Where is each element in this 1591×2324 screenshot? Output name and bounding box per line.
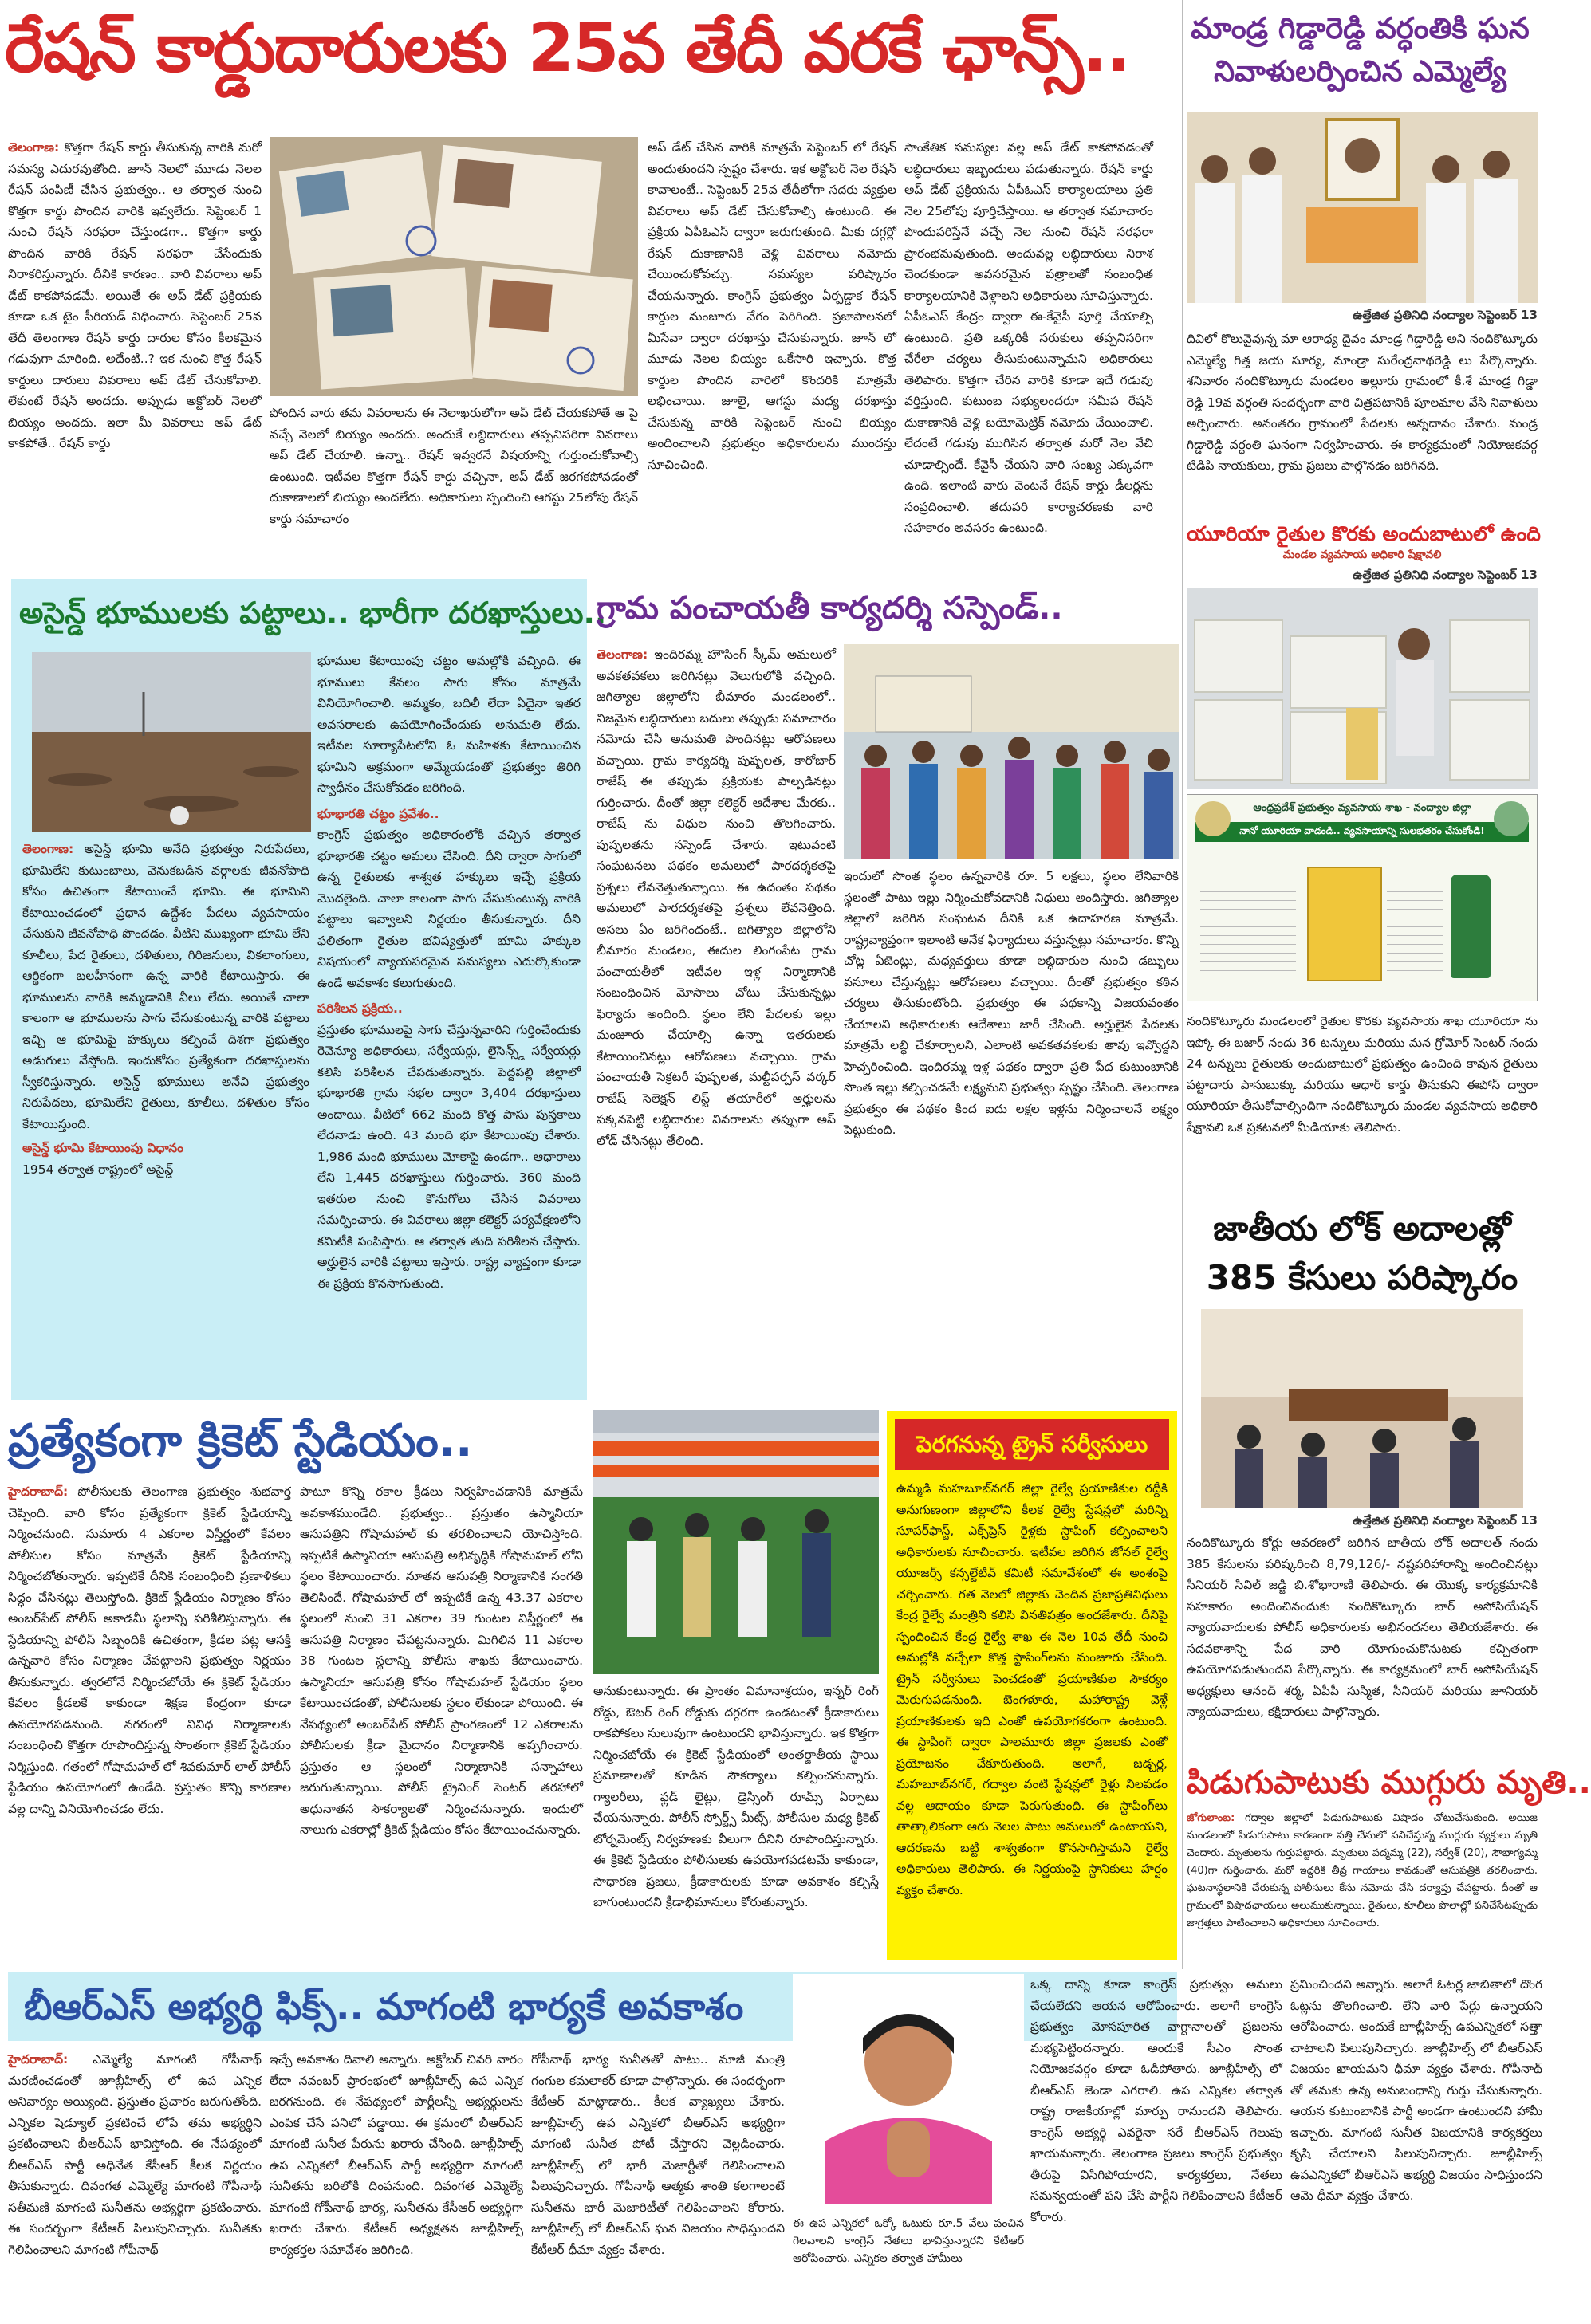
poster-emblem-right xyxy=(1494,801,1529,836)
brs-headline: బీఆర్ఎస్ అభ్యర్థి ఫిక్స్.. మాగంటి భార్యకే అవకాశం xyxy=(24,1985,744,2028)
trains-body: ఉమ్మడి మహబూబ్‌నగర్ జిల్లా రైల్వే ప్రయాణికుల రద్దీకి అనుగుణంగా జిల్లాలోని కీలక రైల్వే స్టేషన్లలో మరిన్ని సూపర్‌ఫాస్ట్, ఎక్స్‌ప్రెస్ రైళ్లకు స్టాపింగ్ కల్పించాలని అధికారులకు సూచించారు. ఇటీవల జరిగిన జోనల్ రైల్వే యూజర్స్ కన్సల్టేటివ్ కమిటీ సమావేశంలో ఈ అంశంపై చర్చించారు. గత నెలలో జిల్లాకు చెందిన ప్రజాప్రతినిధులు కేంద్ర రైల్వే మంత్రిని కలిసి వినతిపత్రం అందజేశారు. దీనిపై స్పందించిన కేంద్ర రైల్వే శాఖ ఈ నెల 10వ తేదీ నుంచి అమల్లోకి వచ్చేలా కొత్త స్టాపింగ్‌లను మంజూరు చేసింది. ట్రైన్ సర్వీసులు పెంచడంతో ప్రయాణికుల సౌకర్యం మెరుగుపడనుంది. బెంగళూరు, మహారాష్ట్ర వెళ్లే ప్రయాణికులకు ఇది ఎంతో ఉపయోగకరంగా ఉంటుంది. ఈ స్టాపింగ్ ద్వారా పాలమూరు జిల్లా ప్రజలకు ఎంతో ప్రయోజనం చేకూరుతుంది. అలాగే, జడ్చర్ల, మహబూబ్‌నగర్, గద్వాల వంటి స్టేషన్లలో రైళ్లు నిలపడం వల్ల ఆదాయం కూడా పెరుగుతుంది. ఈ స్టాపింగ్‌లు తాత్కాలికంగా ఆరు నెలల పాటు అమలులో ఉంటాయని, ఆదరణను బట్టి శాశ్వతంగా కొనసాగిస్తామని రైల్వే అధికారులు తెలిపారు. ఈ నిర్ణయంపై స్థానికులు హర్షం వ్యక్తం చేశారు. xyxy=(896,1481,1168,1897)
poster-title: ఆంధ్రప్రదేశ్ ప్రభుత్వం వ్యవసాయ శాఖ - నంద్యాల జిల్లా xyxy=(1253,802,1471,814)
lightning-headline: పిడుగుపాటుకు ముగ్గురు మృతి.. xyxy=(1187,1764,1591,1801)
assigned-col2-verification: ప్రస్తుతం భూములపై సాగు చేస్తున్నవారిని గుర్తించేందుకు రెవెన్యూ అధికారులు, సర్వేయర్లు, లైసెన్స్డ్ సర్వేయర్లు కలిసి పరిశీలన చేపడుతున్నారు. పెద్దపల్లి జిల్లాలో భూభారతి గ్రామ సభల ద్వారా 3,404 దరఖాస్తులు అందాయి. వీటిలో 662 మంది కొత్త పాసు పుస్తకాలు లేదనాడు ఉంది. 43 మంది భూ కేటాయింపు చేశారు. 1,986 మంది భూములు మోకాపై ఉండగా.. ఆధారాలు లేని 1,445 దరఖాస్తులు గుర్తించారు. 360 మంది ఇతరుల నుంచి కొనుగోలు చేసిన వివరాలు సమర్పించారు. ఈ వివరాలు జిల్లా కలెక్టర్ పర్యవేక్షణలోని కమిటీకి పంపిస్తారు. ఆ తర్వాత తుది పరిశీలన చేస్తారు. అర్హులైన వారికి పట్టాలు ఇస్తారు. రాష్ట్ర వ్యాప్తంగా కూడా ఈ ప్రక్రియ కొనసాగుతుంది. xyxy=(317,1022,581,1291)
ration-dateline: తెలంగాణ: xyxy=(8,140,60,155)
assigned-lands-box xyxy=(11,579,607,1400)
assigned-subheading-verification: పరిశీలన ప్రక్రియ.. xyxy=(317,1001,403,1016)
cricket-photo xyxy=(593,1410,879,1674)
brs-col1-text: ఎమ్మెల్యే మాగంటి గోపీనాథ్ మరణించడంతో జూబ్లీహిల్స్ లో ఉప ఎన్నిక అనివార్యం అయ్యింది. ప్రస్తుతం ప్రచారం జరుగుతోంది. ఎన్నికల షెడ్యూల్ ప్రకటించే లోపే తమ అభ్యర్థిని ప్రకటించాలని బీఆర్ఎస్ భావిస్తోంది. ఈ నేపథ్యంలో బీఆర్ఎస్ పార్టీ అధినేత కేసీఆర్ కీలక నిర్ణయం తీసుకున్నారు. దివంగత ఎమ్మెల్యే మాగంటి గోపీనాథ్ సతీమణి మాగంటి సునీతను అభ్యర్థిగా ప్రకటించారు. ఈ సందర్భంగా కేటీఆర్ పిలుపునిచ్చారు. సునీతకు గెలిపించాలని మాగంటి గోపీనాథ్ xyxy=(8,2052,262,2257)
assigned-col2-intro: భూముల కేటాయింపు చట్టం అమల్లోకి వచ్చింది. ఈ భూములు కేవలం సాగు కోసం మాత్రమే వినియోగించాలి. అమ్మకం, బదిలీ లేదా ఏదైనా ఇతర అవసరాలకు ఉపయోగించేందుకు అనుమతి లేదు. ఇటీవల సూర్యాపేటలోని ఓ మహిళకు కేటాయించిన భూమిని అక్రమంగా అమ్మేయడంతో ప్రభుత్వం తిరిగి స్వాధీనం చేసుకోవడం జరిగింది. xyxy=(317,654,581,795)
assigned-col1-text: అసైన్డ్ భూమి అనేది ప్రభుత్వం నిరుపేదలు, భూమిలేని కుటుంబాలు, వెనుకబడిన వర్గాలకు జీవనోపాధి కోసం ఉచితంగా కేటాయించే భూమి. ఈ భూమిని కేటాయించడంలో ప్రధాన ఉద్దేశం పేదలు వ్యవసాయం చేసుకుని జీవనోపాధి పొందడం. వీటిని ముఖ్యంగా భూమి లేని కూలీలు, పేద రైతులు, దళితులు, గిరిజనులు, వికలాంగులు, ఆర్థికంగా బలహీనంగా ఉన్న వారికి కేటాయిస్తారు. ఈ భూములను వారికి అమ్మడానికి వీలు లేదు. అయితే చాలా కాలంగా ఆ భూములను సాగు చేసుకుంటున్న వారికి పట్టాలు ఇచ్చి ఆ భూమిపై హక్కులు కల్పించే దిశగా ప్రభుత్వం అడుగులు వేస్తోంది. ఇందుకోసం ప్రత్యేకంగా దరఖాస్తులను స్వీకరిస్తున్నారు. అసైన్డ్ భూములు అనేవి ప్రభుత్వం నిరుపేదలు, భూమిలేని రైతులు, కూలీలు, దళితుల కోసం కేటాయిస్తుంది. xyxy=(22,842,309,1131)
assigned-field-photo xyxy=(32,652,311,832)
urea-caption: ఉత్తేజిత ప్రతినిధి నంద్యాల సెప్టెంబర్ 13 xyxy=(1353,568,1538,582)
assigned-column-1 xyxy=(22,839,309,1389)
poster-product-bottle xyxy=(1451,875,1491,978)
poster-product-bag xyxy=(1307,867,1382,981)
villagers-protest-image xyxy=(844,644,1179,859)
panchayat-col1-text: ఇందిరమ్మ హౌసింగ్ స్కీమ్ అమలులో అవకతవకలు జరిగినట్లు వెలుగులోకి వచ్చింది. జగిత్యాల జిల్లాలోని బీమారం మండలంలో.. నిజమైన లబ్ధిదారులు బదులు తప్పుడు సమాచారం నమోదు చేసి అనుమతి పొందినట్లు ఆరోపణలు వచ్చాయి. గ్రామ కార్యదర్శి పుష్పలత, కారోబార్ రాజేష్ ఈ తప్పుడు ప్రక్రియకు పాల్పడినట్లు గుర్తించారు. దీంతో జిల్లా కలెక్టర్ ఆదేశాల మేరకు.. రాజేష్ ను విధుల నుంచి తొలగించారు. పుష్పలతను సస్పెండ్ చేశారు. ఇటువంటి సంఘటనలు పథకం అమలులో పారదర్శకతపై ప్రశ్నలు లేవనెత్తుతున్నాయి. ఈ ఉదంతం పథకం అమలులో పారదర్శకతపై ప్రశ్నలు లేవనెత్తింది. అసలు ఏం జరిగిందంటే.. జగిత్యాల జిల్లాలోని బీమారం మండలం, ఈదుల లింగంపేట గ్రామ పంచాయతీలో ఇటీవల ఇళ్ల నిర్మాణానికి సంబంధించిన మోసాలు చోటు చేసుకున్నట్లు ఫిర్యాదు అందింది. స్థలం లేని పేదలకు ఇల్లు మంజూరు చేయాల్సి ఉన్నా ఇతరులకు కేటాయించినట్లు ఆరోపణలు వచ్చాయి. గ్రామ పంచాయతీ సెక్రటరీ పుష్పలత, మల్టీపర్పస్ వర్కర్ రాజేష్ సెలెక్షన్ లిస్ట్ తయారీలో అర్హులను పక్కనపెట్టి లబ్ధిదారుల వివరాలను తప్పుగా అప్ లోడ్ చేసినట్లు తేలింది. xyxy=(597,647,836,1148)
cricket-column-2: పాటూ కొన్ని రకాల క్రీడలు నిర్వహించడానికి మాత్రమే అవకాశముండేది. ప్రభుత్వం.. ప్రస్తుతం ఉస్మానియా ఆసుపత్రిని గోషామహల్ కు తరలించాలని యోచిస్తోంది. ఇప్పటికే ఉస్మానియా ఆసుపత్రి అభివృద్ధికి గోషామహల్ లోని స్థలం కేటాయించారు. నూతన ఆసుపత్రి నిర్మాణానికి సంగతి తెలిసిందే. గోషామహల్ లో ఇప్పటికే ఉన్న 43.37 ఎకరాల స్థలంలో నుంచి 31 ఎకరాల 39 గుంటల విస్తీర్ణంలో ఈ ఆసుపత్రి నిర్మాణం చేపట్టనున్నారు. మిగిలిన 11 ఎకరాల 38 గుంటల స్థలాన్ని పోలీసు శాఖకు కేటాయించారు. ఉస్మానియా ఆసుపత్రి కోసం గోషామహల్ స్టేడియం స్థలం కేటాయించడంతో, పోలీసులకు స్థలం లేకుండా పోయింది. ఈ నేపథ్యంలో అంబర్‌పేట్ పోలీస్ ప్రాంగణంలో 12 ఎకరాలను పోలీసులకు క్రీడా మైదానం నిర్మాణానికి అప్పగించారు. ప్రస్తుతం ఆ స్థలంలో నిర్మాణానికి సన్నాహాలు జరుగుతున్నాయి. పోలీస్ ట్రైనింగ్ సెంటర్ తరహాలో అధునాతన సౌకర్యాలతో నిర్మించనున్నారు. ఇందులో నాలుగు ఎకరాల్లో క్రికెట్ స్టేడియం కోసం కేటాయించనున్నారు. xyxy=(300,1484,583,1837)
assigned-col1-last: 1954 తర్వాత రాష్ట్రంలో అసైన్డ్ xyxy=(22,1162,174,1177)
urea-bags-image xyxy=(1187,588,1538,789)
tribute-group-image xyxy=(1187,112,1538,303)
barren-field-image xyxy=(32,652,311,832)
lok-headline-line1: జాతీయ లోక్ అదాలత్లో xyxy=(1213,1209,1511,1248)
poster-banner: నానో యూరియా వాడండి.. వ్యవసాయాన్ని సులభతరం చేసుకోండి! xyxy=(1195,822,1529,842)
maddi-caption: ఉత్తేజిత ప్రతినిధి నంద్యాల సెప్టెంబర్ 13 xyxy=(1353,308,1538,322)
lightning-dateline: జోగులాంబ: xyxy=(1187,1812,1235,1824)
ration-column-3: అప్ డేట్ చేసిన వారికి మాత్రమే సెప్టెంబర్ లో రేషన్ అందుతుందని స్పష్టం చేశారు. ఇక అక్టోబర్ నెల రేషన్ కావాలంటే.. సెప్టెంబర్ 25వ తేదీలోగా సదరు వ్యక్తుల వివరాలు అప్ డేట్ చేసుకోవాల్సి ఉంటుంది. ఈ ప్రక్రియ ఏపీఓఎస్ ద్వారా జరుగుతుంది. మీకు దగ్గర్లో రేషన్ దుకాణానికి వెళ్లి వివరాలు నమోదు చేయించుకోవచ్చు. సమస్యల పరిష్కారం చేయనున్నారు. కాంగ్రెస్ ప్రభుత్వం ఏర్పడ్డాక రేషన్ కార్డుల మంజూరు వేగం పెరిగింది. ప్రజాపాలనలో మీసేవా ద్వారా దరఖాస్తు చేసుకున్నారు. జూన్ లో మూడు నెలల బియ్యం ఒకేసారి ఇచ్చారు. కొత్త కార్డుల పొందిన వారిలో కొందరికి మాత్రమే లభించాయి. జూలై, ఆగస్టు మధ్య దరఖాస్తు చేసుకున్న వారికి సెప్టెంబర్ నుంచి బియ్యం అందించాలని ప్రభుత్వం అధికారులను ముందస్తు సూచించింది. xyxy=(648,140,896,472)
brs-column-3: గోపీనాథ్ భార్య సునీతతో పాటు.. మాజీ మంత్రి గంగుల కమలాకర్ కూడా పాల్గొన్నారు. ఈ సందర్భంగా కేటీఆర్ మాట్లాడారు.. కీలక వ్యాఖ్యలు చేశారు. జూబ్లీహిల్స్ ఉప ఎన్నికలో బీఆర్ఎస్ అభ్యర్థిగా మాగంటి సునీత పోటీ చేస్తారని వెల్లడించారు. జూబ్లీహిల్స్ లో భారీ మెజార్టీతో గెలిపించాలని పిలుపునిచ్చారు. గోపీనాథ్ ఆత్మకు శాంతి కలగాలంటే సునీతను భారీ మెజారిటీతో గెలిపించాలని కోరారు. జూబ్లీహిల్స్ లో బీఆర్ఎస్ ఘన విజయం సాధిస్తుందని కేటీఆర్ ధీమా వ్యక్తం చేశారు. xyxy=(531,2052,785,2257)
cricket-column-1 xyxy=(8,1481,291,1960)
trains-headline: పెరగనున్న ట్రైన్ సర్వీసులు xyxy=(916,1431,1148,1457)
brs-column-4: ఒక్క దాన్ని కూడా కాంగ్రెస్ ప్రభుత్వం అమలు చేయలేదని ఆయన ఆరోపించారు. అలాగే కాంగ్రెస్ ప్రభుత్వం మోసపూరిత వాగ్దానాలతో ప్రజలను మభ్యపెట్టిందన్నారు. అందుకే సీఎం సొంత నియోజకవర్గం కూడా ఓడిపోతారు. జూబ్లీహిల్స్ లో బీఆర్ఎస్ జెండా ఎగరాలి. ఉప ఎన్నికల తర్వాత రాష్ట్ర రాజకీయాల్లో మార్పు రానుందని తెలిపారు. కాంగ్రెస్ అభ్యర్థి ఎవరైనా సరే బీఆర్ఎస్ గెలుపు ఖాయమన్నారు. తెలంగాణ ప్రజలు కాంగ్రెస్ ప్రభుత్వం తీరుపై విసిగిపోయారని, కార్యకర్తలు, నేతలు సమన్వయంతో పని చేసి పార్టీని గెలిపించాలని కేటీఆర్ కోరారు. xyxy=(1030,1977,1282,2224)
ration-col1-text: కొత్తగా రేషన్ కార్డు తీసుకున్న వారికి మరో సమస్య ఎదురవుతోంది. జూన్ నెలలో మూడు నెలల రేషన్ పంపిణీ చేసిన ప్రభుత్వం.. ఆ తర్వాత నుంచి కొత్తగా కార్డు పొందిన వారికి ఇవ్వలేదు. సెప్టెంబర్ 1 నుంచి రేషన్ సరఫరా చేస్తుండగా.. కొత్తగా కార్డు పొందిన వారికి రేషన్ సరఫరా చేసేందుకు నిరాకరిస్తున్నారు. దీనికి కారణం.. వారి వివరాలు అప్ డేట్ కాకపోవడమే. అయితే ఈ అప్ డేట్ ప్రక్రియకు కూడా ఒక టైం పీరియడ్ విధించారు. సెప్టెంబర్ 25వ తేదీ తెలంగాణ రేషన్ కార్డు దారుల కోసం కీలకమైన గడువుగా మారింది. అదేంటి..? ఇక నుంచి కొత్త రేషన్ కార్డులు దారులు వివరాలు అప్ డేట్ చేసుకోవాలి. లేకుంటే రేషన్ అందదు. అప్పుడు అక్టోబర్ నెలలో బియ్యం అందదు. ఇలా మీ వివరాలు అప్ డేట్ కాకపోతే.. రేషన్ కార్డు xyxy=(8,140,262,450)
court-hall-image xyxy=(1201,1309,1523,1508)
brs-column-5: ప్రమించిందని అన్నారు. అలాగే ఓటర్ల జాబితాలో దొంగ ఓట్లను తొలగించాలి. లేని వారి పేర్లు ఉన్నాయని ఆరోపించారు. అందుకే జూబ్లీహిల్స్ ఉపఎన్నికలో సత్తా చాటాలని పిలుపునిచ్చారు. జూబ్లీహిల్స్ లో బీఆర్ఎస్ విజయం ఖాయమని ధీమా వ్యక్తం చేశారు. గోపీనాథ్ తో తమకు ఉన్న అనుబంధాన్ని గుర్తు చేసుకున్నారు. ఆయన కుటుంబానికి పార్టీ అండగా ఉంటుందని హామీ ఇచ్చారు. మాగంటి సునీత విజయానికి కార్యకర్తలు కృషి చేయాలని పిలుపునిచ్చారు. జూబ్లీహిల్స్ ఉపఎన్నికలో బీఆర్ఎస్ అభ్యర్థి విజయం సాధిస్తుందని ఆమె ధీమా వ్యక్తం చేశారు. xyxy=(1290,1977,1542,2203)
lightning-body-wrap xyxy=(1187,1810,1538,1969)
ration-cards-photo xyxy=(270,137,638,396)
lok-body: నందికొట్కూరు కోర్టు ఆవరణలో జరిగిన జాతీయ లోక్ అదాలత్ నందు 385 కేసులను పరిష్కరించి 8,79,126/- నష్టపరిహారాన్ని అందించినట్లు సీనియర్ సివిల్ జడ్జి బి.శోభారాణి తెలిపారు. ఈ యొక్క కార్యక్రమానికి సహకారం అందించినందుకు నందికొట్కూరు బార్ అసోసియేషన్ న్యాయవాదులకు పోలీస్ అధికారులకు అభినందనలు తెలియజేశారు. ఈ సదవకాశాన్ని పేద వారి యోగుంచుకొనుటకు కచ్చితంగా ఉపయోగపడుతుందని పేర్కొన్నారు. ఈ కార్యక్రమంలో బార్ అసోసియేషన్ అధ్యక్షులు ఆనంద్ శర్మ, ఏపీపీ సుస్మిత, సీనియర్ మరియు జూనియర్ న్యాయవాదులు, కక్షిదారులు పాల్గొన్నారు. xyxy=(1187,1536,1538,1719)
candidate-portrait-image xyxy=(793,1974,1024,2204)
brs-column-1 xyxy=(8,2049,262,2320)
assigned-column-2 xyxy=(317,651,581,1389)
lok-photo xyxy=(1201,1309,1523,1508)
panchayat-headline: గ్రామ పంచాయతీ కార్యదర్శి సస్పెండ్.. xyxy=(597,590,1063,627)
divider-right-column xyxy=(1182,0,1183,1969)
assigned-col2-bhubharati: కాంగ్రెస్ ప్రభుత్వం అధికారంలోకి వచ్చిన తర్వాత భూభారతి చట్టం అమలు చేసింది. దీని ద్వారా సాగులో ఉన్న రైతులకు శాశ్వత హక్కులు ఇచ్చే ప్రక్రియ మొదలైంది. చాలా కాలంగా సాగు చేసుకుంటున్న వారికి పట్టాలు ఇవ్వాలని నిర్ణయం తీసుకున్నారు. దీని ఫలితంగా రైతుల భవిష్యత్తులో భూమి హక్కుల విషయంలో న్యాయపరమైన సమస్యలు ఎదుర్కొకుండా ఉండే అవకాశం కలుగుతుంది. xyxy=(317,828,581,990)
urea-subheading: మండల వ్యవసాయ అధికారి షేక్షావలి xyxy=(1282,549,1442,561)
cricket-column-3: అనుకుంటున్నారు. ఈ ప్రాంతం విమానాశ్రయం, ఇన్నర్ రింగ్ రోడ్డు, ఔటర్ రింగ్ రోడ్డుకు దగ్గరగా ఉండటంతో క్రీడాకారులు రాకపోకలు సులువుగా ఉంటుందని భావిస్తున్నారు. ఇక కొత్తగా నిర్మించబోయే ఈ క్రికెట్ స్టేడియంలో అంతర్జాతీయ స్థాయి ప్రమాణాలతో కూడిన సౌకర్యాలు కల్పించనున్నారు. గ్యాలరీలు, ఫ్లడ్ లైట్లు, డ్రెస్సింగ్ రూమ్స్ ఏర్పాటు చేయనున్నారు. పోలీస్ స్పోర్ట్స్ మీట్స్, పోలీసుల మధ్య క్రికెట్ టోర్నమెంట్స్ నిర్వహణకు వీలుగా దీనిని రూపొందిస్తున్నారు. ఈ క్రికెట్ స్టేడియం పోలీసులకు ఉపయోగపడటమే కాకుండా, సాధారణ ప్రజలు, క్రీడాకారులకు కూడా అవకాశం కల్పిస్తే బాగుంటుందని క్రీడాభిమానులు కోరుతున్నారు. xyxy=(593,1684,879,1909)
maddi-photo xyxy=(1187,112,1538,303)
cricket-dateline: హైదరాబాద్: xyxy=(8,1484,69,1499)
urea-body: నందికొట్కూరు మండలంలో రైతుల కొరకు వ్యవసాయ శాఖ యూరియా ను ఇఫ్కో ఈ బజార్ నందు 36 టన్నులు మరియు మన గ్రోమోర్ సెంటర్ నందు 24 టన్నులు రైతులకు అందుబాటులో ప్రభుత్వం ఉంచింది కావున రైతులు పట్టాదారు పాసుబుక్కు మరియు ఆధార్ కార్డు తీసుకుని ఈపోస్ ద్వారా యూరియా తీసుకోవాల్సిందిగా నందికొట్కూరు మండల వ్యవసాయ అధికారి షేక్షావలి ఒక ప్రకటనలో మీడియాకు తెలిపారు. xyxy=(1187,1014,1538,1134)
lok-headline-line2: 385 కేసులు పరిష్కారం xyxy=(1206,1258,1518,1297)
ration-headline: రేషన్ కార్డుదారులకు 25వ తేదీ వరకే ఛాన్స్.. xyxy=(5,9,1130,87)
trains-box xyxy=(887,1411,1177,1960)
urea-poster xyxy=(1187,794,1538,1001)
lightning-body: గద్వాల జిల్లాలో పిడుగుపాటుకు విషాదం చోటుచేసుకుంది. అయిజ మండలంలో పిడుగుపాటు కారణంగా పత్తి చేనులో పనిచేస్తున్న ముగ్గురు వ్యక్తులు మృతి చెందారు. మృతులను గుర్తుపట్టారు. మృతులు పద్మమ్మ (22), సర్వేశ్ (20), సౌభాగ్యమ్మ (40)గా గుర్తించారు. మరో ఇద్దరికి తీవ్ర గాయాలు కావడంతో ఆసుపత్రికి తరలించారు. ఘటనాస్థలానికి చేరుకున్న పోలీసులు కేసు నమోదు చేసి దర్యాప్తు చేపట్టారు. దీంతో ఆ గ్రామంలో విషాదఛాయలు అలుముకున్నాయి. రైతులు, కూలీలు పొలాల్లో పనిచేసేటప్పుడు జాగ్రత్తలు పాటించాలని అధికారులు సూచించారు. xyxy=(1187,1812,1538,1929)
brs-candidate-photo xyxy=(793,1974,1024,2204)
poster-emblem-left xyxy=(1195,801,1231,836)
assigned-headline: అసైన్డ్ భూములకు పట్టాలు.. భారీగా దరఖాస్తులు.. xyxy=(19,596,607,631)
panchayat-photo xyxy=(844,644,1179,859)
assigned-subheading-bhubharati: భూభారతి చట్టం ప్రవేశం.. xyxy=(317,806,439,821)
urea-headline: యూరియా రైతుల కొరకు అందుబాటులో ఉంది xyxy=(1187,522,1541,545)
poster-list-right xyxy=(1387,875,1443,978)
brs-dateline: హైదరాబాద్: xyxy=(8,2052,69,2066)
maddi-headline-line2: నివాళులర్పించిన ఎమ్మెల్యే xyxy=(1214,54,1506,88)
stadium-visit-image xyxy=(593,1410,879,1674)
ration-column-4: సాంకేతిక సమస్యల వల్ల అప్ డేట్ కాకపోవడంతో లబ్ధిదారులు ఇబ్బందులు పడుతున్నారు. రేషన్ కార్డు అప్ డేట్ ప్రక్రియను ఏపీఓఎస్ కార్యాలయాలు ప్రతి నెల 25లోపు పూర్తిచేస్తాయి. ఆ తర్వాత సమాచారం పొందుపరిస్తేనే వచ్చే నెల నుంచి రేషన్ సరఫరా ప్రారంభమవుతుంది. అందువల్ల లబ్ధిదారులు నిరాశ చెందకుండా అవసరమైన పత్రాలతో సంబంధిత కార్యాలయానికి వెళ్లాలని అధికారులు సూచిస్తున్నారు. ఏపీఓఎస్ కేంద్రం ద్వారా ఈ-కేవైసీ పూర్తి చేయాల్సి ఉంటుంది. ప్రతి ఒక్కరికీ సరుకులు తప్పనిసరిగా చేరేలా చర్యలు తీసుకుంటున్నామని అధికారులు తెలిపారు. కొత్తగా చేరిన వారికి కూడా ఇదే గడువు వర్తిస్తుంది. కుటుంబ సభ్యులందరూ సమీప రేషన్ దుకాణానికి వెళ్లి బయోమెట్రిక్ నమోదు చేయించాలి. లేదంటే గడువు ముగిసిన తర్వాత మరో నెల వేచి చూడాల్సిందే. కేవైసీ చేయని వారి సంఖ్య ఎక్కువగా ఉంది. ఇలాంటి వారు వెంటనే రేషన్ కార్డు డీలర్లను సంప్రదించాలి. తదుపరి కార్యాచరణకు వారి సహకారం అవసరం ఉంటుంది. xyxy=(904,140,1153,535)
panchayat-dateline: తెలంగాణ: xyxy=(597,647,648,662)
lok-caption: ఉత్తేజిత ప్రతినిధి నంద్యాల సెప్టెంబర్ 13 xyxy=(1353,1513,1538,1528)
brs-photo-caption: ఈ ఉప ఎన్నికలో ఒక్కో ఓటుకు రూ.5 వేలు పంచిన గెలవాలని కాంగ్రెస్ నేతలు భావిస్తున్నారని కేటీఆర్ ఆరోపించారు. ఎన్నికల తర్వాత హామీలు xyxy=(793,2217,1024,2265)
ration-cards-image xyxy=(270,137,638,396)
brs-column-2: ఇచ్చే అవకాశం దివాలి అన్నారు. అక్టోబర్ చివరి వారం లేదా నవంబర్ ప్రారంభంలో జూబ్లీహిల్స్ ఉప ఎన్నిక జరగనుంది. ఈ నేపథ్యంలో పార్టీలన్నీ అభ్యర్థులను ఎంపిక చేసే పనిలో పడ్డాయి. ఈ క్రమంలో బీఆర్ఎస్ మాగంటి సునీత పేరును ఖరారు చేసింది. జూబ్లీహిల్స్ ఉప ఎన్నికలో బీఆర్ఎస్ పార్టీ అభ్యర్థిగా మాగంటి సునీతను బరిలోకి దింపనుంది. దివంగత ఎమ్మెల్యే మాగంటి గోపీనాథ్ భార్య, సునీతను కేసీఆర్ అభ్యర్థిగా ఖరారు చేశారు. కేటీఆర్ అధ్యక్షతన జూబ్లీహిల్స్ కార్యకర్తల సమావేశం జరిగింది. xyxy=(270,2052,523,2257)
panchayat-column-2: ఇందులో సొంత స్థలం ఉన్నవారికి రూ. 5 లక్షలు, స్థలం లేనివారికి స్థలంతో పాటు ఇల్లు నిర్మించుకోవడానికి నిధులు అందిస్తారు. జగిత్యాల జిల్లాలో జరిగిన సంఘటన దీనికి ఒక ఉదాహరణ మాత్రమే. రాష్ట్రవ్యాప్తంగా ఇలాంటి అనేక ఫిర్యాదులు వస్తున్నట్లు సమాచారం. కొన్ని చోట్ల ఏజెంట్లు, మధ్యవర్తులు కూడా లబ్ధిదారుల నుంచి డబ్బులు వసూలు చేస్తున్నట్లు ఆరోపణలు వచ్చాయి. దీంతో ప్రభుత్వం కఠిన చర్యలు తీసుకుంటోంది. ప్రభుత్వం ఈ పథకాన్ని విజయవంతం చేయాలని అధికారులకు ఆదేశాలు జారీ చేసింది. అర్హులైన పేదలకు మాత్రమే లబ్ధి చేకూర్చాలని, ఎలాంటి అవకతవకలకు తావు ఇవ్వొద్దని హెచ్చరించింది. ఇందిరమ్మ ఇళ్ల పథకం ద్వారా ప్రతి పేద కుటుంబానికి సొంత ఇల్లు కల్పించడమే లక్ష్యమని ప్రభుత్వం స్పష్టం చేసింది. తెలంగాణ ప్రభుత్వం ఈ పథకం కింద ఐదు లక్షల ఇళ్లను నిర్మించాలనే లక్ష్యం పెట్టుకుంది. xyxy=(844,869,1179,1137)
urea-photo xyxy=(1187,588,1538,789)
poster-list-left xyxy=(1200,875,1296,978)
assigned-subheading-allotment: అసైన్డ్ భూమి కేటాయింపు విధానం xyxy=(22,1141,183,1155)
ration-column-1 xyxy=(8,137,262,568)
ration-column-2: పోందిన వారు తమ వివరాలను ఈ నెలాఖరులోగా అప్ డేట్ చేయకపోతే ఆ పై వచ్చే నెలలో బియ్యం అందదు. అందుకే లబ్ధిదారులు తప్పనిసరిగా వివరాలు అప్ డేట్ చేయాలి. ఉన్నా.. రేషన్ ఇవ్వరనే విషయాన్ని గుర్తుంచుకోవాల్సి ఉంటుంది. ఇటీవల కొత్తగా రేషన్ కార్డు వచ్చినా, అప్ డేట్ జరగకపోవడంతో దుకాణాలలో బియ్యం అందలేదు. అధికారులు స్పందించి ఆగస్టు 25లోపు రేషన్ కార్డు సమాచారం xyxy=(270,406,638,526)
cricket-col1-text: పోలీసులకు తెలంగాణ ప్రభుత్వం శుభవార్త చెప్పింది. వారి కోసం ప్రత్యేకంగా క్రికెట్ స్టేడియాన్ని నిర్మించనుంది. సుమారు 4 ఎకరాల విస్తీర్ణంలో కేవలం పోలీసుల కోసం మాత్రమే క్రికెట్ స్టేడియాన్ని నిర్మించబోతున్నారు. ఇప్పటికే దీనికి సంబంధించి ప్రణాళికలు సిద్ధం చేసినట్లు తెలుస్తోంది. క్రికెట్ స్టేడియం నిర్మాణం కోసం అంబర్‌పేట్ పోలీస్ అకాడమీ స్థలాన్ని పరిశీలిస్తున్నారు. ఈ స్టేడియాన్ని పోలీస్ సిబ్బందికి ఉచితంగా, క్రీడల పట్ల ఆసక్తి ఉన్నవారి కోసం నిర్మాణం చేపట్టాలని ప్రభుత్వం నిర్ణయం తీసుకున్నారు. త్వరలోనే నిర్మించబోయే ఈ క్రికెట్ స్టేడియం కేవలం క్రీడలకే కాకుండా శిక్షణ కేంద్రంగా కూడా ఉపయోగపడనుంది. నగరంలో వివిధ నిర్మాణాలకు సంబంధించి కొత్తగా రూపొందిస్తున్న సొంతంగా క్రికెట్ స్టేడియం నిర్మిస్తుంది. గతంలో గోషామహల్ లో శివకుమార్ లాల్ పోలీస్ స్టేడియం ఉపయోగంలో ఉండేది. ప్రస్తుతం కొన్ని కారణాల వల్ల దాన్ని వినియోగించడం లేదు. xyxy=(8,1484,291,1816)
panchayat-column-1 xyxy=(597,644,836,1400)
maddi-body: దివిలో కొలువైవున్న మా ఆరాధ్య దైవం మాండ్ర గిడ్డారెడ్డి అని నందికొట్కూరు ఎమ్మెల్యే గిత్త జయ సూర్య, మాండ్రా సురేంద్రనాథరెడ్డి లు పేర్కొన్నారు. శనివారం నందికొట్కూరు మండలం అల్లూరు గ్రామంలో కీ.శే మాండ్ర గిడ్డా రెడ్డి 19వ వర్ధంతి సందర్భంగా వారి చిత్రపటానికి పూలమాల వేసి నివాళులు అర్పించారు. అనంతరం గ్రామంలో పేదలకు అన్నదానం చేశారు. మండ్ర గిడ్డారెడ్డి వర్ధంతి ఘనంగా నిర్వహించారు. ఈ కార్యక్రమంలో నియోజకవర్గ టిడిపి నాయకులు, గ్రామ ప్రజలు పాల్గొనడం జరిగినది. xyxy=(1187,332,1538,473)
maddi-headline-line1: మాండ్ర గిడ్డారెడ్డి వర్ధంతికి ఘన xyxy=(1191,11,1530,45)
cricket-headline: ప్రత్యేకంగా క్రికెట్ స్టేడియం.. xyxy=(8,1415,473,1467)
assigned-dateline: తెలంగాణ: xyxy=(22,842,74,856)
